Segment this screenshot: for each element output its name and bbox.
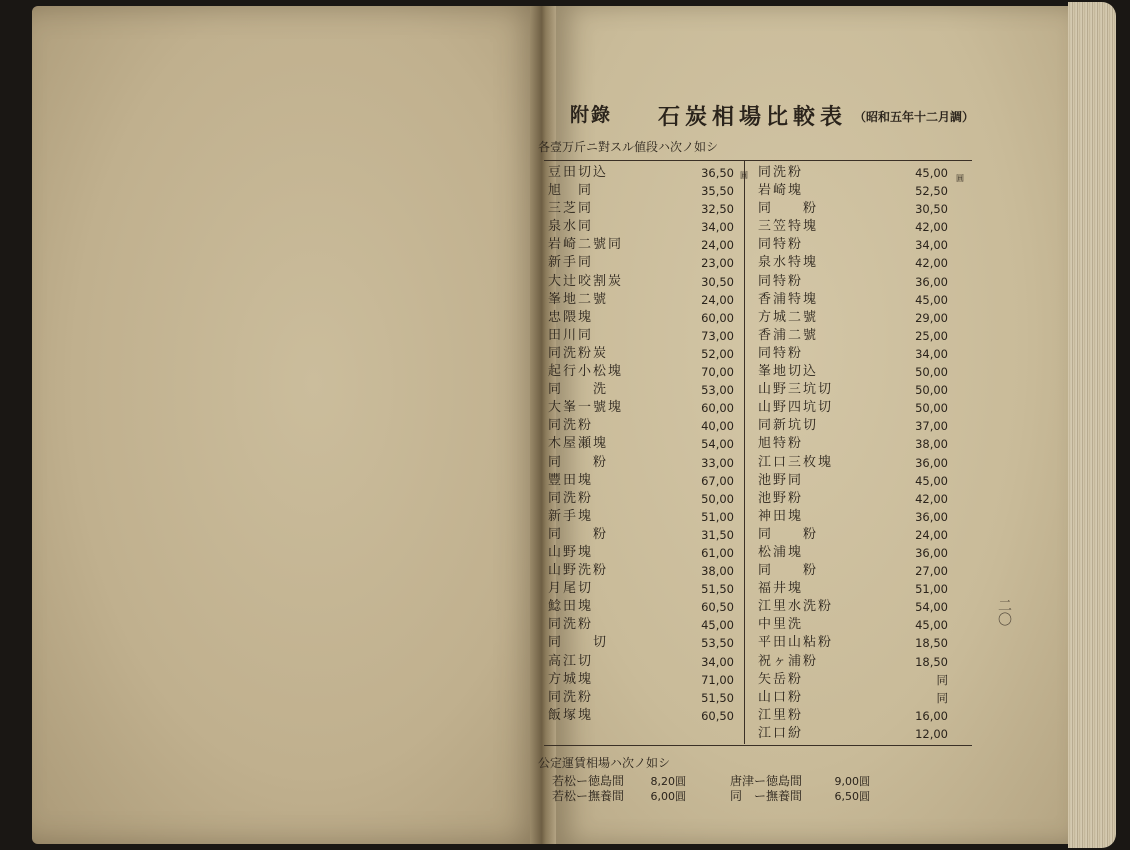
table-row — [758, 454, 948, 472]
appendix-label: 附錄 — [570, 104, 613, 126]
coal-name: 岩崎塊 — [758, 183, 804, 199]
coal-name: 鯰田塊 — [548, 599, 594, 615]
coal-price: 51,50 — [701, 690, 734, 705]
table-row — [758, 634, 948, 652]
coal-name: 江里水洗粉 — [758, 599, 834, 615]
coal-price: 42,00 — [915, 256, 948, 271]
coal-price: 27,00 — [915, 564, 948, 579]
table-row — [758, 236, 948, 254]
coal-name: 同 粉 — [758, 526, 819, 542]
coal-price: 38,00 — [701, 564, 734, 579]
table-row — [758, 399, 948, 417]
intro-line: 各壹万斤ニ對スル値段ハ次ノ如シ — [538, 140, 719, 154]
table-row — [548, 671, 734, 689]
table-row — [548, 526, 734, 544]
coal-price: 60,50 — [701, 600, 734, 615]
coal-price: 24,00 — [701, 238, 734, 253]
coal-name: 岩崎二號同 — [548, 237, 624, 253]
freight-row — [730, 789, 870, 804]
coal-name: 江口紛 — [758, 725, 804, 741]
table-row — [548, 616, 734, 634]
coal-name: 同 粉 — [548, 454, 609, 470]
coal-name: 同洗粉 — [758, 165, 804, 180]
coal-price: 32,50 — [701, 202, 734, 217]
coal-name: 峯地切込 — [758, 364, 819, 380]
coal-name: 旭特粉 — [758, 436, 804, 452]
table-row — [548, 399, 734, 417]
table-row — [758, 327, 948, 345]
table-row — [548, 200, 734, 218]
unit-left: 圓 — [740, 171, 748, 180]
table-row — [758, 526, 948, 544]
coal-price: 60,50 — [701, 708, 734, 723]
coal-name: 同特粉 — [758, 237, 804, 253]
coal-name: 旭 同 — [548, 183, 594, 199]
freight-price: 6,50圓 — [834, 790, 870, 803]
survey-date: （昭和五年十二月調） — [854, 110, 975, 124]
coal-name: 同洗粉 — [548, 490, 594, 506]
coal-price: 36,00 — [915, 455, 948, 470]
table-row — [548, 562, 734, 580]
coal-price: 45,00 — [915, 166, 948, 180]
coal-name: 神田塊 — [758, 508, 804, 524]
table-row — [548, 653, 734, 671]
coal-price: 34,00 — [915, 346, 948, 361]
table-row — [548, 327, 734, 345]
coal-price: 34,00 — [915, 238, 948, 253]
coal-name: 香浦特塊 — [758, 291, 819, 307]
table-row — [758, 616, 948, 634]
freight-price: 6,00圓 — [650, 790, 686, 803]
table-row — [548, 490, 734, 508]
coal-price: 42,00 — [915, 491, 948, 506]
table-row — [548, 291, 734, 309]
coal-price: 73,00 — [701, 328, 734, 343]
table-row — [758, 725, 948, 743]
freight-route: 唐津ー徳島間 — [730, 774, 803, 788]
freight-block-left — [552, 774, 686, 804]
coal-price: 23,00 — [701, 256, 734, 271]
coal-name: 山野三坑切 — [758, 382, 834, 398]
table-row — [548, 472, 734, 490]
coal-price: 52,50 — [915, 184, 948, 199]
coal-price: 16,00 — [915, 708, 948, 723]
coal-price: 60,00 — [701, 401, 734, 416]
coal-price: 51,00 — [701, 509, 734, 524]
freight-route: 同 ー撫養間 — [730, 789, 803, 803]
table-row — [758, 508, 948, 526]
coal-price: 50,00 — [915, 365, 948, 380]
coal-name: 大辻咬割炭 — [548, 273, 624, 289]
coal-price: 31,50 — [701, 527, 734, 542]
table-row — [548, 508, 734, 526]
table-row — [548, 454, 734, 472]
coal-name: 同特粉 — [758, 273, 804, 289]
coal-name: 峯地二號 — [548, 291, 609, 307]
coal-name: 田川同 — [548, 327, 594, 343]
coal-price: 37,00 — [915, 419, 948, 434]
table-row — [758, 490, 948, 508]
table-row — [548, 580, 734, 598]
table-row — [758, 254, 948, 272]
table-row — [548, 381, 734, 399]
coal-name: 新手同 — [548, 255, 594, 271]
coal-price: 53,00 — [701, 383, 734, 398]
table-row — [548, 218, 734, 236]
coal-name: 大峯一號塊 — [548, 400, 624, 416]
freight-price: 9,00圓 — [834, 775, 870, 788]
right-page-content — [534, 0, 1054, 850]
freight-price: 8,20圓 — [650, 775, 686, 788]
coal-name: 月尾切 — [548, 581, 594, 597]
coal-price: 45,00 — [915, 618, 948, 633]
coal-price: 52,00 — [701, 346, 734, 361]
table-row — [758, 381, 948, 399]
coal-name: 同 切 — [548, 635, 609, 651]
coal-price: 18,50 — [915, 636, 948, 651]
coal-name: 同 粉 — [548, 526, 609, 542]
coal-price: 34,00 — [701, 220, 734, 235]
coal-name: 福井塊 — [758, 581, 804, 597]
page-title: 石炭相場比較表 — [658, 104, 848, 130]
freight-block-right — [730, 774, 870, 804]
table-row — [758, 309, 948, 327]
coal-price: 71,00 — [701, 672, 734, 687]
coal-price: 30,50 — [701, 274, 734, 289]
coal-price: 50,00 — [915, 383, 948, 398]
coal-name: 同洗粉 — [548, 418, 594, 434]
coal-name: 同洗粉 — [548, 689, 594, 705]
page-edges — [1068, 2, 1116, 848]
coal-price: 40,00 — [701, 419, 734, 434]
table-row — [758, 435, 948, 453]
coal-name: 香浦二號 — [758, 327, 819, 343]
left-price-column — [548, 164, 734, 725]
table-divider — [744, 160, 745, 744]
coal-name: 同新坑切 — [758, 418, 819, 434]
freight-row — [730, 774, 870, 789]
coal-name: 同洗粉炭 — [548, 345, 609, 361]
coal-price: 36,00 — [915, 509, 948, 524]
coal-price: 51,00 — [915, 582, 948, 597]
freight-route: 若松ー撫養間 — [552, 789, 625, 803]
coal-name: 山野塊 — [548, 544, 594, 560]
table-row — [758, 580, 948, 598]
table-row — [758, 707, 948, 725]
coal-name: 豐田塊 — [548, 472, 594, 488]
coal-name: 忠隈塊 — [548, 309, 594, 325]
coal-price: 54,00 — [701, 437, 734, 452]
coal-name: 江里粉 — [758, 707, 804, 723]
table-row — [758, 345, 948, 363]
coal-name: 同 洗 — [548, 382, 609, 398]
coal-name: 方城二號 — [758, 309, 819, 325]
coal-price: 同 — [936, 672, 948, 687]
freight-row — [552, 774, 686, 789]
table-row — [548, 634, 734, 652]
table-row — [758, 363, 948, 381]
coal-price: 35,50 — [701, 184, 734, 199]
table-row — [548, 182, 734, 200]
coal-name: 豆田切込 — [548, 165, 609, 180]
coal-name: 山野洗粉 — [548, 563, 609, 579]
coal-name: 江口三枚塊 — [758, 454, 834, 470]
coal-name: 池野同 — [758, 472, 804, 488]
coal-name: 三笠特塊 — [758, 219, 819, 235]
coal-price: 50,00 — [915, 401, 948, 416]
table-row — [548, 236, 734, 254]
table-row — [758, 544, 948, 562]
table-row — [758, 472, 948, 490]
freight-title: 公定運賃相場ハ次ノ如シ — [538, 756, 671, 770]
table-row — [548, 254, 734, 272]
table-row — [548, 689, 734, 707]
coal-name: 山口粉 — [758, 689, 804, 705]
coal-name: 池野粉 — [758, 490, 804, 506]
coal-name: 起行小松塊 — [548, 364, 624, 380]
coal-name: 中里洗 — [758, 617, 804, 633]
coal-price: 45,00 — [915, 473, 948, 488]
table-row — [548, 363, 734, 381]
coal-price: 38,00 — [915, 437, 948, 452]
coal-name: 矢岳粉 — [758, 671, 804, 687]
coal-price: 24,00 — [915, 527, 948, 542]
coal-name: 三芝同 — [548, 201, 594, 217]
table-row — [548, 598, 734, 616]
coal-price: 50,00 — [701, 491, 734, 506]
coal-name: 木屋瀬塊 — [548, 436, 609, 452]
table-row — [758, 182, 948, 200]
coal-price: 70,00 — [701, 365, 734, 380]
table-row — [758, 671, 948, 689]
table-row — [758, 689, 948, 707]
coal-name: 泉水特塊 — [758, 255, 819, 271]
right-price-column — [758, 164, 948, 743]
left-page — [32, 6, 544, 844]
coal-price: 36,00 — [915, 545, 948, 560]
table-row — [758, 562, 948, 580]
coal-price: 12,00 — [915, 726, 948, 741]
coal-price: 36,50 — [701, 166, 734, 180]
coal-price: 53,50 — [701, 636, 734, 651]
table-row — [548, 273, 734, 291]
unit-right: 圓 — [956, 174, 964, 183]
coal-price: 51,50 — [701, 582, 734, 597]
coal-price: 61,00 — [701, 545, 734, 560]
table-row — [758, 218, 948, 236]
coal-name: 山野四坑切 — [758, 400, 834, 416]
coal-price: 30,50 — [915, 202, 948, 217]
table-row — [758, 200, 948, 218]
coal-name: 同特粉 — [758, 345, 804, 361]
coal-price: 29,00 — [915, 310, 948, 325]
coal-price: 54,00 — [915, 600, 948, 615]
coal-price: 45,00 — [915, 292, 948, 307]
table-row — [758, 291, 948, 309]
coal-name: 松浦塊 — [758, 544, 804, 560]
coal-name: 同 粉 — [758, 201, 819, 217]
table-row — [548, 309, 734, 327]
coal-name: 同洗粉 — [548, 617, 594, 633]
coal-name: 祝ヶ浦粉 — [758, 653, 819, 669]
coal-name: 飯塚塊 — [548, 707, 594, 723]
coal-price: 42,00 — [915, 220, 948, 235]
table-row — [758, 417, 948, 435]
freight-route: 若松ー徳島間 — [552, 774, 625, 788]
table-row — [758, 273, 948, 291]
coal-name: 平田山粘粉 — [758, 635, 834, 651]
coal-price: 60,00 — [701, 310, 734, 325]
freight-row — [552, 789, 686, 804]
table-row — [548, 164, 734, 182]
coal-name: 同 粉 — [758, 563, 819, 579]
table-row — [758, 164, 948, 182]
coal-price: 同 — [936, 690, 948, 705]
table-row — [548, 345, 734, 363]
coal-price: 45,00 — [701, 618, 734, 633]
coal-price: 25,00 — [915, 328, 948, 343]
coal-price: 24,00 — [701, 292, 734, 307]
table-row — [548, 417, 734, 435]
coal-price: 36,00 — [915, 274, 948, 289]
table-row — [548, 544, 734, 562]
table-row — [758, 653, 948, 671]
page-number: 二〇 — [996, 598, 1012, 626]
coal-name: 泉水同 — [548, 219, 594, 235]
coal-price: 33,00 — [701, 455, 734, 470]
coal-price: 18,50 — [915, 654, 948, 669]
table-row — [548, 435, 734, 453]
coal-name: 方城塊 — [548, 671, 594, 687]
table-row — [758, 598, 948, 616]
coal-price: 67,00 — [701, 473, 734, 488]
coal-name: 高江切 — [548, 653, 594, 669]
coal-price: 34,00 — [701, 654, 734, 669]
table-row — [548, 707, 734, 725]
coal-name: 新手塊 — [548, 508, 594, 524]
